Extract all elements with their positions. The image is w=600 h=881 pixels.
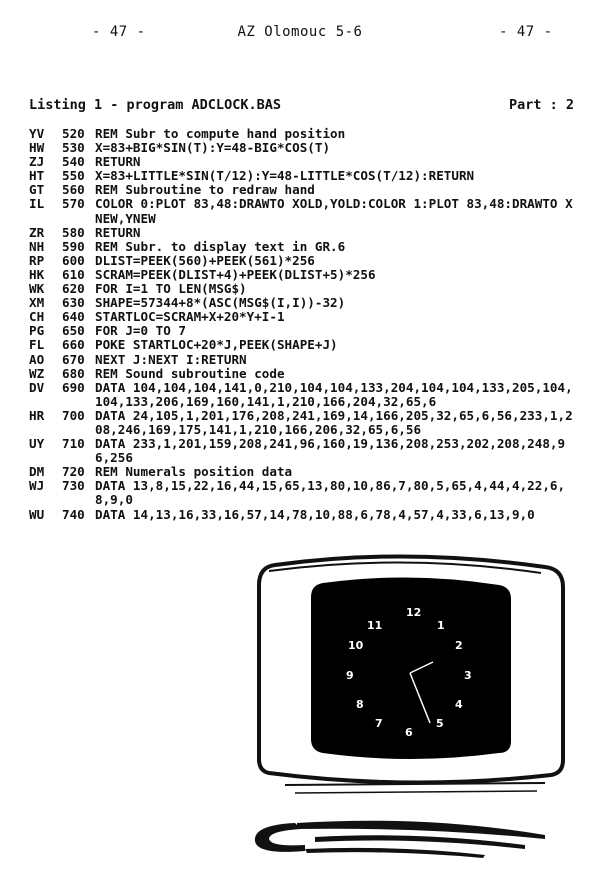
checksum-code: WK xyxy=(29,281,45,297)
line-text: DATA 14,13,16,33,16,57,14,78,10,88,6,78,4,57,4,33,6,13,9,0 xyxy=(95,506,535,522)
line-text: DATA 13,8,15,22,16,44,15,65,13,80,10,86,7,80,5,65,4,44,4,22,6,8,9,0 xyxy=(95,478,566,508)
checksum-code: XM xyxy=(29,295,45,311)
code-line xyxy=(29,324,577,338)
checksum-code: YV xyxy=(29,126,45,141)
line-text: DATA 233,1,201,159,208,241,96,160,19,136,208,253,202,208,248,96,256 xyxy=(95,436,566,466)
code-line xyxy=(29,155,577,169)
checksum-code: HK xyxy=(29,266,45,282)
code-line xyxy=(29,226,577,240)
code-line xyxy=(29,437,577,465)
code-line xyxy=(29,508,577,522)
line-number: 710 xyxy=(62,436,85,452)
line-number: 700 xyxy=(62,407,85,423)
dial-numeral: 1 xyxy=(437,619,445,632)
monitor-clock-illustration xyxy=(245,545,575,875)
line-number: 720 xyxy=(62,464,85,480)
line-number: 540 xyxy=(62,154,85,170)
checksum-code: AO xyxy=(29,351,45,367)
line-text: REM Subr to compute hand position xyxy=(95,126,346,141)
line-number: 550 xyxy=(62,168,85,184)
line-number: 530 xyxy=(62,140,85,156)
code-line xyxy=(29,479,577,507)
checksum-code: HT xyxy=(29,168,45,184)
listing-part: Part : 2 xyxy=(508,97,574,113)
line-number: 600 xyxy=(62,252,85,268)
code-line xyxy=(29,254,577,268)
code-line xyxy=(29,169,577,183)
checksum-code: WZ xyxy=(29,365,45,381)
line-number: 620 xyxy=(62,281,85,297)
code-line xyxy=(29,183,577,197)
line-number: 730 xyxy=(62,478,85,494)
checksum-code: WJ xyxy=(29,478,45,494)
checksum-code: PG xyxy=(29,323,45,339)
dial-numeral: 11 xyxy=(367,619,383,632)
checksum-code: IL xyxy=(29,196,45,212)
line-number: 560 xyxy=(62,182,85,198)
line-text: DLIST=PEEK(560)+PEEK(561)*256 xyxy=(95,252,315,268)
line-text: STARTLOC=SCRAM+X+20*Y+I-1 xyxy=(95,309,285,325)
line-text: REM Sound subroutine code xyxy=(95,365,285,381)
checksum-code: ZR xyxy=(29,224,45,240)
line-number: 610 xyxy=(62,266,85,282)
line-number: 670 xyxy=(62,351,85,367)
dial-numeral: 7 xyxy=(375,717,383,730)
line-number: 580 xyxy=(62,224,85,240)
dial-numeral: 6 xyxy=(405,726,413,739)
checksum-code: FL xyxy=(29,337,45,353)
line-number: 520 xyxy=(62,126,85,141)
code-line xyxy=(29,381,577,409)
checksum-code: DM xyxy=(29,464,45,480)
code-listing xyxy=(29,127,577,522)
code-line xyxy=(29,268,577,282)
dial-numeral: 12 xyxy=(406,606,422,619)
line-text: NEXT J:NEXT I:RETURN xyxy=(95,351,247,367)
line-text: DATA 24,105,1,201,176,208,241,169,14,166,205,32,65,6,56,233,1,208,246,169,175,141,1,210,166,206,32,65,6,56 xyxy=(95,407,573,437)
checksum-code: WU xyxy=(29,506,45,522)
line-number: 640 xyxy=(62,309,85,325)
dial-numeral: 4 xyxy=(455,698,463,711)
line-number: 660 xyxy=(62,337,85,353)
line-text: REM Subroutine to redraw hand xyxy=(95,182,315,198)
line-text: POKE STARTLOC+20*J,PEEK(SHAPE+J) xyxy=(95,337,338,353)
line-text: REM Subr. to display text in GR.6 xyxy=(95,238,346,254)
line-text: SHAPE=57344+8*(ASC(MSG$(I,I))-32) xyxy=(95,295,346,311)
checksum-code: DV xyxy=(29,379,45,395)
code-line xyxy=(29,240,577,254)
dial-numeral: 3 xyxy=(464,669,472,682)
line-text: RETURN xyxy=(95,224,141,240)
checksum-code: HR xyxy=(29,407,45,423)
code-line xyxy=(29,338,577,352)
checksum-code: ZJ xyxy=(29,154,45,170)
line-text: FOR J=0 TO 7 xyxy=(95,323,186,339)
line-text: DATA 104,104,104,141,0,210,104,104,133,204,104,104,133,205,104,104,133,206,169,160,141,1,210,166,204,32,65,6 xyxy=(95,379,573,409)
dial-numeral: 10 xyxy=(348,639,364,652)
magazine-header: AZ Olomouc 5-6 xyxy=(237,24,363,40)
dial-numeral: 5 xyxy=(436,717,444,730)
code-line xyxy=(29,409,577,437)
line-text: REM Numerals position data xyxy=(95,464,293,480)
dial-numeral: 9 xyxy=(346,669,354,682)
page-number-right: - 47 - xyxy=(499,24,553,40)
line-text: X=83+BIG*SIN(T):Y=48-BIG*COS(T) xyxy=(95,140,331,156)
line-number: 690 xyxy=(62,379,85,395)
line-number: 740 xyxy=(62,506,85,522)
checksum-code: NH xyxy=(29,238,45,254)
line-number: 680 xyxy=(62,365,85,381)
line-text: RETURN xyxy=(95,154,141,170)
listing-title: Listing 1 - program ADCLOCK.BAS xyxy=(29,97,281,113)
dial-numeral: 8 xyxy=(356,698,364,711)
code-line xyxy=(29,141,577,155)
line-number: 570 xyxy=(62,196,85,212)
line-text: COLOR 0:PLOT 83,48:DRAWTO XOLD,YOLD:COLOR 1:PLOT 83,48:DRAWTO XNEW,YNEW xyxy=(95,196,573,226)
code-line xyxy=(29,353,577,367)
checksum-code: CH xyxy=(29,309,45,325)
code-line xyxy=(29,282,577,296)
code-line xyxy=(29,310,577,324)
dial-numeral: 2 xyxy=(455,639,463,652)
line-text: X=83+LITTLE*SIN(T/12):Y=48-LITTLE*COS(T/12):RETURN xyxy=(95,168,475,184)
checksum-code: RP xyxy=(29,252,45,268)
code-line xyxy=(29,127,577,141)
line-text: FOR I=1 TO LEN(MSG$) xyxy=(95,281,247,297)
code-line xyxy=(29,367,577,381)
page-number-left: - 47 - xyxy=(92,24,146,40)
checksum-code: HW xyxy=(29,140,45,156)
line-number: 650 xyxy=(62,323,85,339)
line-text: SCRAM=PEEK(DLIST+4)+PEEK(DLIST+5)*256 xyxy=(95,266,376,282)
checksum-code: GT xyxy=(29,182,45,198)
code-line xyxy=(29,197,577,225)
checksum-code: UY xyxy=(29,436,45,452)
line-number: 630 xyxy=(62,295,85,311)
code-line xyxy=(29,465,577,479)
line-number: 590 xyxy=(62,238,85,254)
code-line xyxy=(29,296,577,310)
